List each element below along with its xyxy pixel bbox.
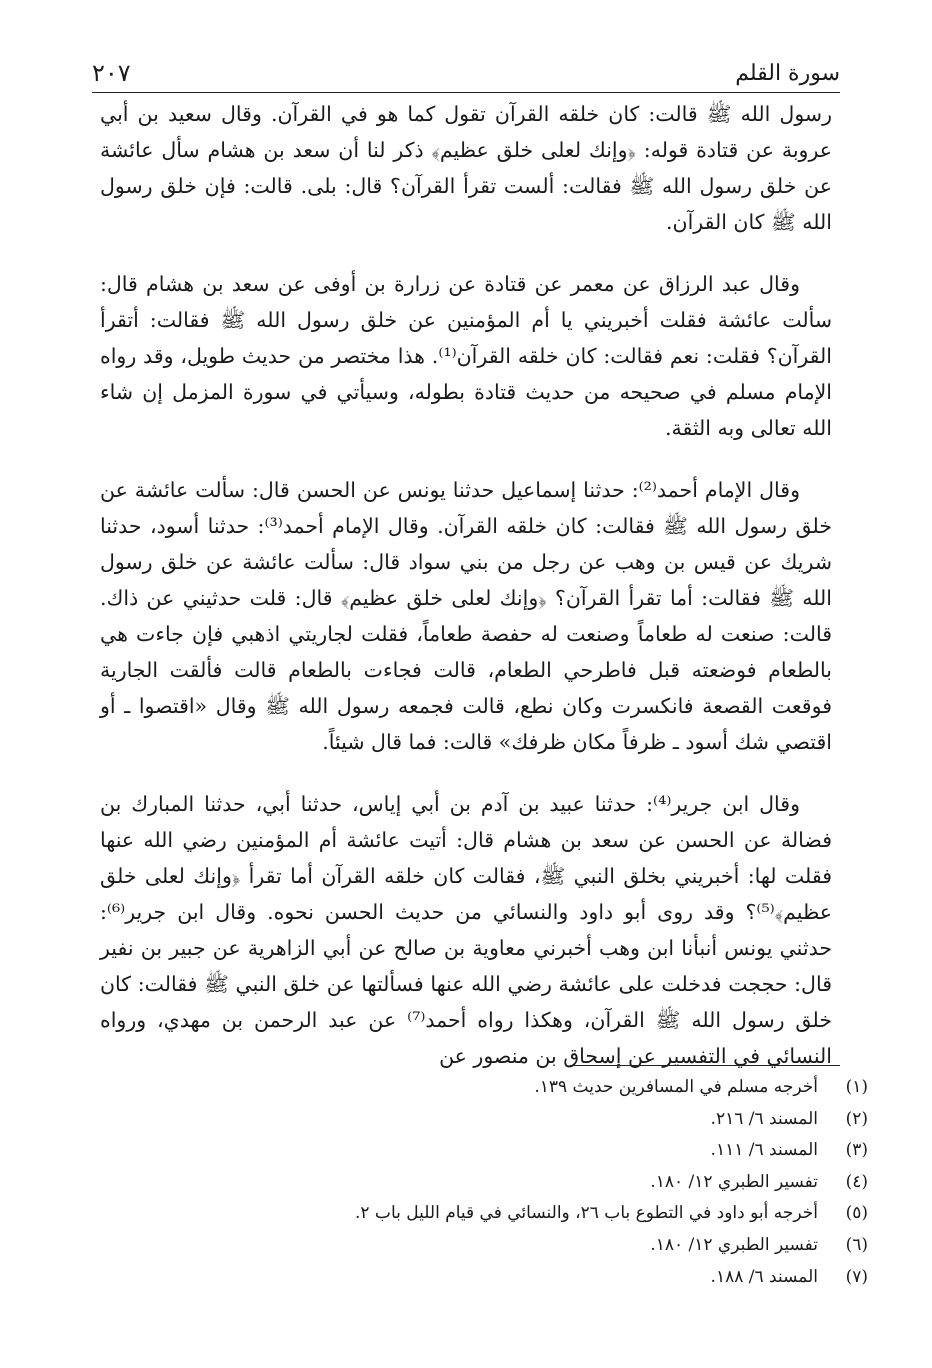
page-number: ٢٠٧	[92, 59, 131, 87]
footnote	[100, 1230, 868, 1262]
page-header	[92, 52, 840, 93]
footnote-text: المسند ٦/ ٢١٦.	[710, 1108, 818, 1129]
paragraph: رسول الله ﷺ قالت: كان خلقه القرآن تقول كما هو في القرآن. وقال سعيد بن أبي عروبة عن قتادة قوله: ﴿وإنك لعلى خلق عظيم﴾ ذكر لنا أن سعد بن هشام سأل عائشة عن خلق رسول الله ﷺ فقالت: ألست تقرأ القرآن؟ قال: بلى. قالت: فإن خلق رسول الله ﷺ كان القرآن.	[100, 102, 832, 234]
footnote-text: المسند ٦/ ١٨٨.	[710, 1266, 818, 1287]
footnote	[100, 1167, 868, 1199]
paragraph: وقال عبد الرزاق عن معمر عن قتادة عن زرارة بن أوفى عن سعد بن هشام قال: سألت عائشة فقلت أخبريني يا أم المؤمنين عن خلق رسول الله ﷺ فقالت: أتقرأ القرآن؟ فقلت: نعم فقالت: كان خلقه القرآن⁽¹⁾. هذا مختصر من حديث طويل، وقد رواه الإمام مسلم في صحيحه من حديث قتادة بطوله، وسيأتي في سورة المزمل إن شاء الله تعالى وبه الثقة.	[100, 272, 832, 440]
footnote-number: (٦)	[845, 1234, 868, 1255]
footnote-text: تفسير الطبري ١٢/ ١٨٠.	[650, 1171, 818, 1192]
footnote-text: أخرجه مسلم في المسافرين حديث ١٣٩.	[534, 1077, 818, 1097]
footnote-number: (١)	[845, 1077, 868, 1097]
footnote-text: أخرجه أبو داود في التطوع باب ٢٦، والنسائي في قيام الليل باب ٢.	[354, 1203, 818, 1224]
footnote-number: (٤)	[845, 1171, 868, 1192]
footnote-number: (٥)	[845, 1203, 868, 1224]
footnote	[100, 1262, 868, 1294]
paragraph: وقال ابن جرير⁽⁴⁾: حدثنا عبيد بن آدم بن أبي إياس، حدثنا أبي، حدثنا المبارك بن فضالة عن الحسن عن سعد بن هشام قال: أتيت عائشة أم المؤمنين رضي الله عنها فقلت لها: أخبريني بخلق النبي ﷺ، فقالت كان خلقه القرآن أما تقرأ ﴿وإنك لعلى خلق عظيم﴾⁽⁵⁾؟ وقد روى أبو داود والنسائي من حديث الحسن نحوه. وقال ابن جرير⁽⁶⁾: حدثني يونس أنبأنا ابن وهب أخبرني معاوية بن صالح عن أبي الزاهرية عن جبير بن نفير قال: حججت فدخلت على عائشة رضي الله عنها فسألتها عن خلق النبي ﷺ فقالت: كان خلق رسول الله ﷺ القرآن، وهكذا رواه أحمد⁽⁷⁾ عن عبد الرحمن بن مهدي، ورواه النسائي في التفسير عن إسحاق بن منصور عن	[100, 792, 832, 1068]
footnote-number: (٣)	[845, 1140, 868, 1161]
running-title: سورة القلم	[735, 61, 840, 86]
footnote-text: المسند ٦/ ١١١.	[710, 1140, 818, 1161]
paragraph: وقال الإمام أحمد⁽²⁾: حدثنا إسماعيل حدثنا يونس عن الحسن قال: سألت عائشة عن خلق رسول الله ﷺ فقالت: كان خلقه القرآن. وقال الإمام أحمد⁽³⁾: حدثنا أسود، حدثنا شريك عن قيس بن وهب عن رجل من بني سواد قال: سألت عائشة عن خلق رسول الله ﷺ فقالت: أما تقرأ القرآن؟ ﴿وإنك لعلى خلق عظيم﴾ قال: قلت حدثيني عن ذاك. قالت: صنعت له طعاماً وصنعت له حفصة طعاماً، فقلت لجاريتي اذهبي فإن جاءت هي بالطعام فوضعته قبل فاطرحي الطعام، قالت فجاءت بالطعام قالت فألقت الجارية فوقعت القصعة فانكسرت وكان نطع، قالت فجمعه رسول الله ﷺ وقال «اقتصوا ـ أو اقتصي شك أسود ـ ظرفاً مكان ظرفك» قالت: فما قال شيئاً.	[100, 478, 832, 754]
footnote	[100, 1135, 868, 1167]
footnote-separator	[570, 1065, 840, 1066]
footnote	[100, 1198, 868, 1230]
footnote-text: تفسير الطبري ١٢/ ١٨٠.	[650, 1234, 818, 1255]
footnote-number: (٧)	[845, 1266, 868, 1287]
footnotes-list	[100, 1072, 868, 1293]
footnote-number: (٢)	[845, 1108, 868, 1129]
main-text	[100, 96, 832, 1074]
footnote	[100, 1104, 868, 1136]
footnote	[100, 1072, 868, 1104]
